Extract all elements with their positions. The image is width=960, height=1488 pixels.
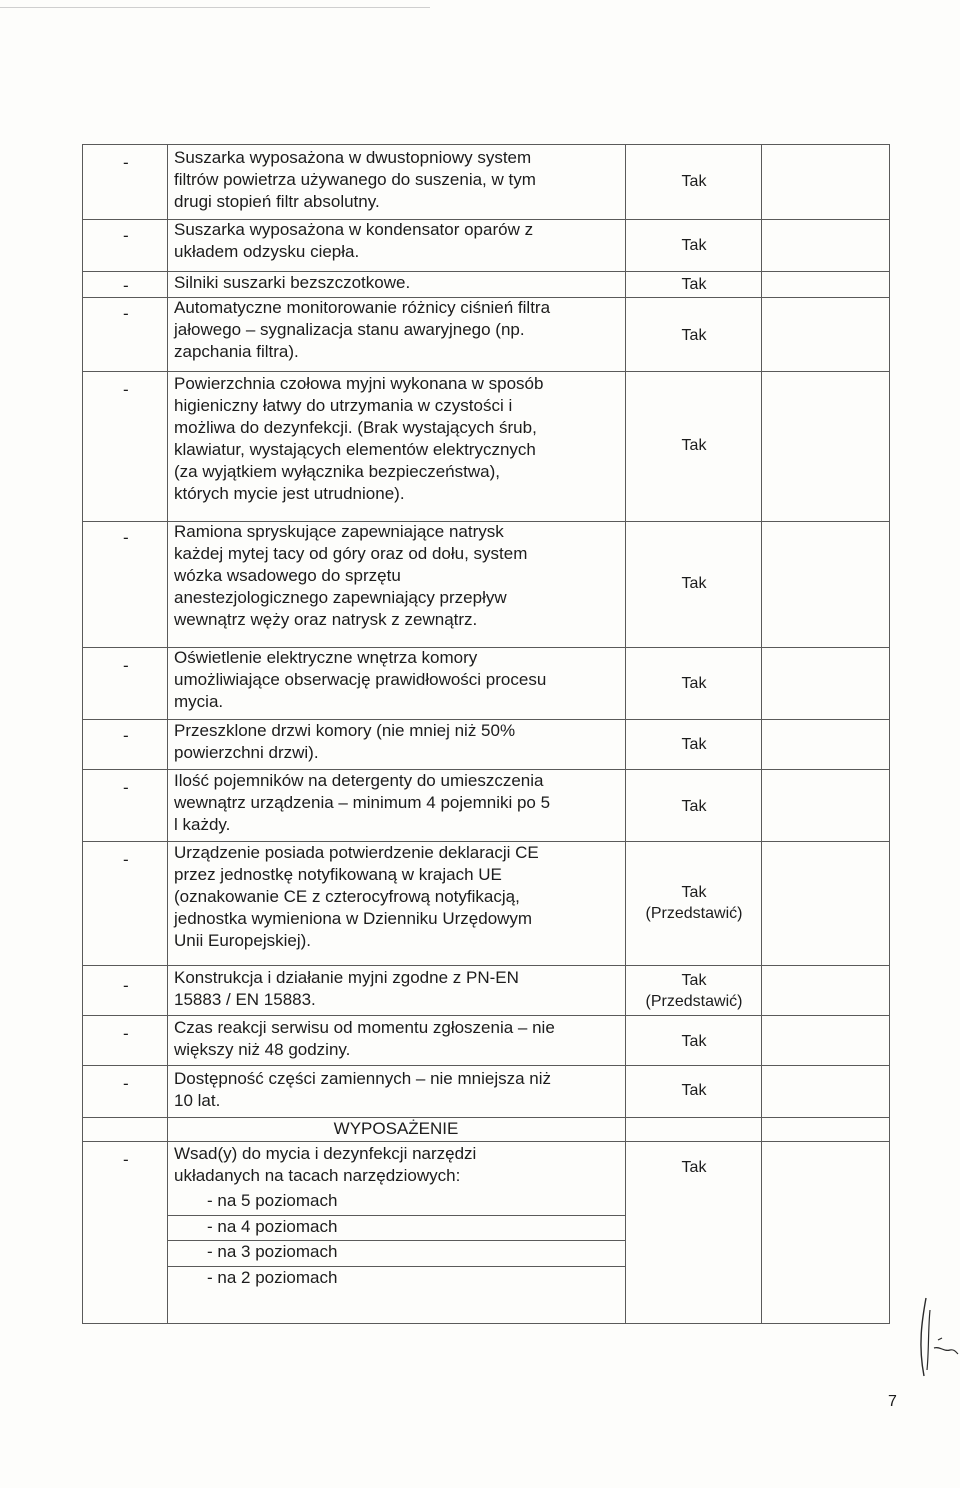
equipment-description: Wsad(y) do mycia i dezynfekcji narzędzi układanych na tacach narzędziowych: xyxy=(174,1144,477,1185)
row-description: Automatyczne monitorowanie różnicy ciśnień filtra jałowego – sygnalizacja stanu awaryjnego (np. zapchania filtra). xyxy=(174,298,551,361)
row-dash: - xyxy=(123,276,129,295)
equipment-option: - na 3 poziomach xyxy=(207,1242,338,1261)
table-row xyxy=(83,1065,889,1118)
table-row xyxy=(83,219,889,272)
row-value: Tak xyxy=(681,1082,707,1099)
row-description: Ilość pojemników na detergenty do umieszczenia wewnątrz urządzenia – minimum 4 pojemniki po 5 l każdy. xyxy=(174,771,551,834)
equipment-option-row xyxy=(167,1189,625,1216)
row-dash: - xyxy=(123,726,129,745)
specification-table xyxy=(82,144,890,1324)
table-row xyxy=(83,271,889,298)
row-dash: - xyxy=(123,1150,129,1169)
equipment-option: - na 5 poziomach xyxy=(207,1191,338,1210)
row-dash: - xyxy=(123,380,129,399)
row-dash: - xyxy=(123,976,129,995)
row-dash: - xyxy=(123,656,129,675)
equipment-option-row xyxy=(167,1215,625,1241)
row-description: Urządzenie posiada potwierdzenie deklaracji CE przez jednostkę notyfikowaną w krajach UE (oznakowanie CE z czterocyfrową notyfikacją, jednostka wymieniona w Dzienniku Urzędowym Unii Europejskiej). xyxy=(174,843,539,950)
row-dash: - xyxy=(123,304,129,323)
section-title: WYPOSAŻENIE xyxy=(333,1119,459,1138)
row-dash: - xyxy=(123,226,129,245)
equipment-option: - na 2 poziomach xyxy=(207,1268,338,1287)
row-dash: - xyxy=(123,850,129,869)
row-value: Tak (Przedstawić) xyxy=(645,884,743,922)
table-row xyxy=(83,719,889,770)
row-value: Tak xyxy=(681,1033,707,1050)
table-row xyxy=(83,371,889,522)
equipment-option-row xyxy=(167,1266,625,1292)
row-dash: - xyxy=(123,528,129,547)
row-description: Konstrukcja i działanie myjni zgodne z PN-EN 15883 / EN 15883. xyxy=(174,968,519,1009)
row-description: Przeszklone drzwi komory (nie mniej niż 50% powierzchni drzwi). xyxy=(174,721,516,762)
row-description: Czas reakcji serwisu od momentu zgłoszenia – nie większy niż 48 godziny. xyxy=(174,1018,555,1059)
table-row xyxy=(83,297,889,372)
page-number: 7 xyxy=(888,1393,897,1410)
row-value: Tak xyxy=(681,276,707,293)
table-row xyxy=(83,769,889,842)
row-dash: - xyxy=(123,1074,129,1093)
row-dash: - xyxy=(123,778,129,797)
row-description: Powierzchnia czołowa myjni wykonana w sposób higieniczny łatwy do utrzymania w czystości i możliwa do dezynfekcji. (Brak wystających śrub, klawiatur, wystających elementów elektrycznych (za wyjątkiem wyłącznika bezpieczeństwa), których mycie jest utrudnione). xyxy=(174,374,544,503)
row-value: Tak (Przedstawić) xyxy=(645,972,743,1010)
table-row xyxy=(83,841,889,966)
row-value: Tak xyxy=(681,327,707,344)
row-description: Suszarka wyposażona w kondensator oparów z układem odzysku ciepła. xyxy=(174,220,534,261)
equipment-option-row xyxy=(167,1240,625,1267)
row-value: Tak xyxy=(681,798,707,815)
row-value: Tak xyxy=(681,736,707,753)
table-row xyxy=(83,521,889,648)
row-description: Oświetlenie elektryczne wnętrza komory umożliwiające obserwację prawidłowości procesu mycia. xyxy=(174,648,547,711)
equipment-value: Tak xyxy=(681,1159,707,1176)
row-value: Tak xyxy=(681,237,707,254)
scan-top-edge xyxy=(0,7,430,8)
row-description: Dostępność części zamiennych – nie mniejsza niż 10 lat. xyxy=(174,1069,552,1110)
row-dash: - xyxy=(123,1024,129,1043)
equipment-option: - na 4 poziomach xyxy=(207,1217,338,1236)
table-row xyxy=(83,965,889,1016)
table-row xyxy=(83,647,889,720)
table-row xyxy=(83,145,889,220)
row-description: Ramiona spryskujące zapewniające natrysk każdej mytej tacy od góry oraz od dołu, system wózka wsadowego do sprzętu anestezjologicznego zapewniający przepływ wewnątrz węży oraz natrysk z zewnątrz. xyxy=(174,522,528,629)
row-dash: - xyxy=(123,153,129,172)
row-value: Tak xyxy=(681,575,707,592)
row-value: Tak xyxy=(681,437,707,454)
row-value: Tak xyxy=(681,675,707,692)
row-description: Suszarka wyposażona w dwustopniowy system filtrów powietrza używanego do suszenia, w tym drugi stopień filtr absolutny. xyxy=(174,148,536,211)
row-description: Silniki suszarki bezszczotkowe. xyxy=(174,273,411,292)
row-value: Tak xyxy=(681,173,707,190)
handwritten-signature xyxy=(900,1290,960,1380)
section-header-row xyxy=(83,1117,889,1142)
table-row xyxy=(83,1015,889,1066)
equipment-row xyxy=(83,1141,889,1325)
